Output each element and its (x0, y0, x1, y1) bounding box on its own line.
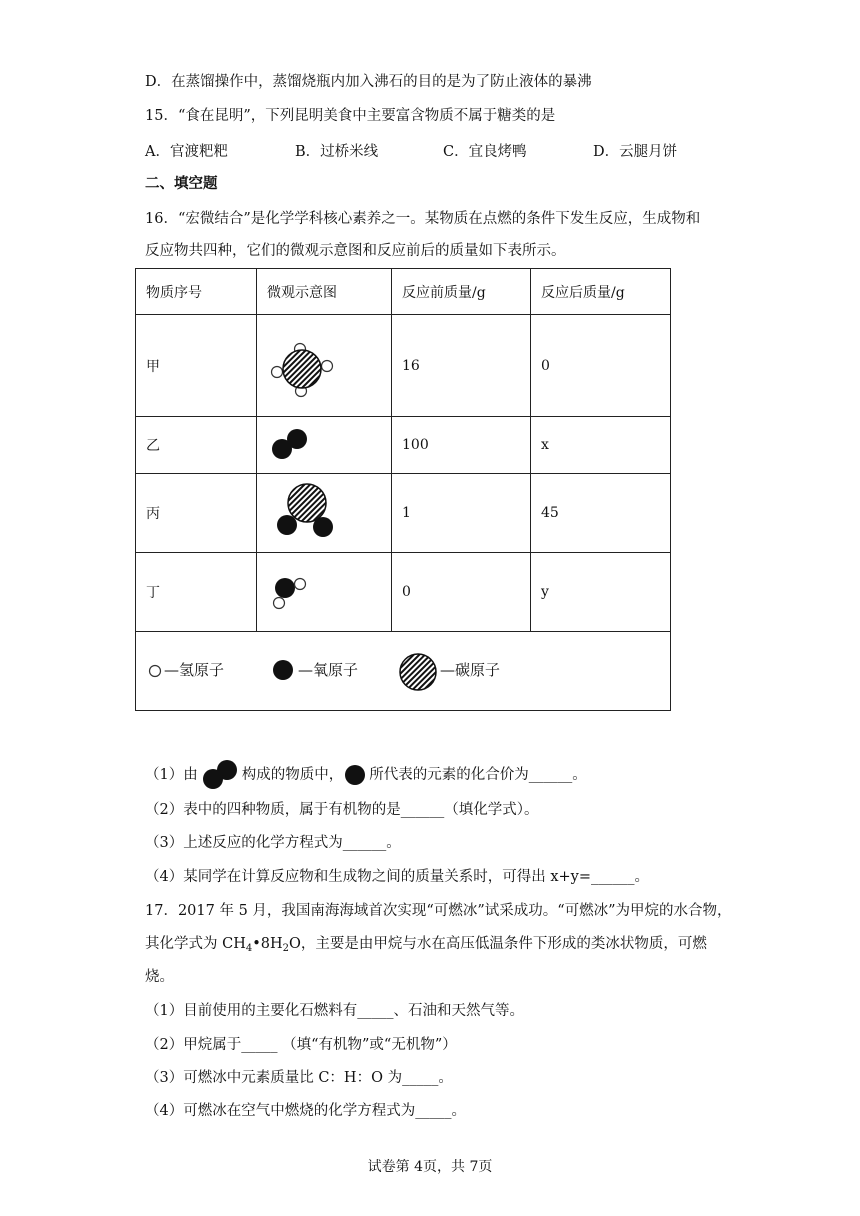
mass-after: y (531, 553, 671, 632)
q16-part3: （3）上述反应的化学方程式为______。 (145, 835, 401, 851)
q15-options (145, 140, 705, 160)
table-row (136, 417, 671, 474)
oxygen-atom-icon (343, 763, 369, 787)
oxygen-atom-icon (272, 659, 294, 681)
table-header-cell: 反应前质量/g (392, 269, 531, 315)
mass-before: 1 (392, 474, 531, 553)
carbon-dioxide-molecule-icon (267, 481, 347, 545)
mass-after: 0 (531, 315, 671, 417)
q16-table (135, 268, 671, 711)
hydrogen-atom-icon (148, 664, 162, 678)
q17-stem-text: O，主要是由甲烷与水在高压低温条件下形成的类冰状物质，可燃 (289, 936, 707, 952)
q17-formula-subscript: 4 (245, 943, 253, 954)
legend-row (136, 632, 671, 711)
q16-part2: （2）表中的四种物质，属于有机物的是______（填化学式）。 (145, 802, 539, 818)
mass-before: 100 (392, 417, 531, 474)
atom-legend (136, 632, 670, 710)
q16-stem-line2: 反应物共四种，它们的微观示意图和反应前后的质量如下表所示。 (145, 243, 566, 259)
molecule-cell (257, 474, 392, 553)
q17-formula-subscript: 2 (282, 943, 290, 954)
table-header-cell: 反应后质量/g (531, 269, 671, 315)
molecule-cell (257, 417, 392, 474)
legend-cell (136, 632, 671, 711)
mass-before: 0 (392, 553, 531, 632)
table-row (136, 474, 671, 553)
carbon-atom-icon (398, 652, 438, 692)
mass-before: 16 (392, 315, 531, 417)
substance-name: 乙 (136, 417, 257, 474)
q17-part1: （1）目前使用的主要化石燃料有_____、石油和天然气等。 (145, 1003, 524, 1019)
table-row (136, 315, 671, 417)
q16-part1-suffix: 所代表的元素的化合价为______。 (369, 767, 587, 783)
water-molecule-icon (267, 570, 317, 614)
q14-option-d: D．在蒸馏操作中，蒸馏烧瓶内加入沸石的目的是为了防止液体的暴沸 (145, 74, 592, 90)
methane-molecule-icon (267, 331, 337, 401)
q16-part1 (145, 759, 587, 791)
q17-stem-line3: 烧。 (145, 969, 174, 985)
q15-option-b: B．过桥米线 (295, 144, 379, 160)
page-footer: 试卷第 4页，共 7页 (367, 1159, 493, 1175)
legend-carbon: —碳原子 (440, 661, 501, 679)
section-heading: 二、填空题 (145, 175, 218, 192)
q17-part2: （2）甲烷属于_____ （填“有机物”或“无机物”） (145, 1037, 457, 1053)
q15-stem: 15．“食在昆明”，下列昆明美食中主要富含物质不属于糖类的是 (145, 108, 556, 124)
q17-stem-line2 (145, 934, 707, 959)
q15-option-c: C．宜良烤鸭 (443, 144, 527, 160)
table-row (136, 553, 671, 632)
q17-part3: （3）可燃冰中元素质量比 C：H：O 为_____。 (145, 1070, 453, 1086)
q17-formula-part: 其化学式为 CH (145, 936, 246, 952)
q15-option-d: D．云腿月饼 (593, 144, 678, 160)
q17-part4: （4）可燃冰在空气中燃烧的化学方程式为_____。 (145, 1103, 466, 1119)
molecule-cell (257, 315, 392, 417)
q16-part1-middle: 构成的物质中， (241, 767, 344, 783)
q17-formula-part: •8H (252, 936, 283, 952)
molecule-cell (257, 553, 392, 632)
q17-stem-line1: 17．2017 年 5 月，我国南海海域首次实现“可燃冰”试采成功。“可燃冰”为甲烷的水合物， (145, 903, 732, 919)
mass-after: x (531, 417, 671, 474)
table-header-row (136, 269, 671, 315)
legend-oxygen: —氧原子 (298, 661, 359, 679)
q16-part4: （4）某同学在计算反应物和生成物之间的质量关系时，可得出 x+y=______。 (145, 869, 649, 885)
substance-name: 丙 (136, 474, 257, 553)
oxygen-molecule-icon (267, 425, 327, 465)
q16-stem-line1: 16．“宏微结合”是化学学科核心素养之一。某物质在点燃的条件下发生反应，生成物和 (145, 211, 701, 227)
table-header-cell: 物质序号 (136, 269, 257, 315)
legend-hydrogen: —氢原子 (164, 661, 225, 679)
substance-name: 丁 (136, 553, 257, 632)
oxygen-molecule-icon (198, 759, 242, 791)
q16-part1-prefix: （1）由 (145, 767, 198, 783)
substance-name: 甲 (136, 315, 257, 417)
table-header-cell: 微观示意图 (257, 269, 392, 315)
q15-option-a: A．官渡粑粑 (145, 144, 228, 160)
mass-after: 45 (531, 474, 671, 553)
